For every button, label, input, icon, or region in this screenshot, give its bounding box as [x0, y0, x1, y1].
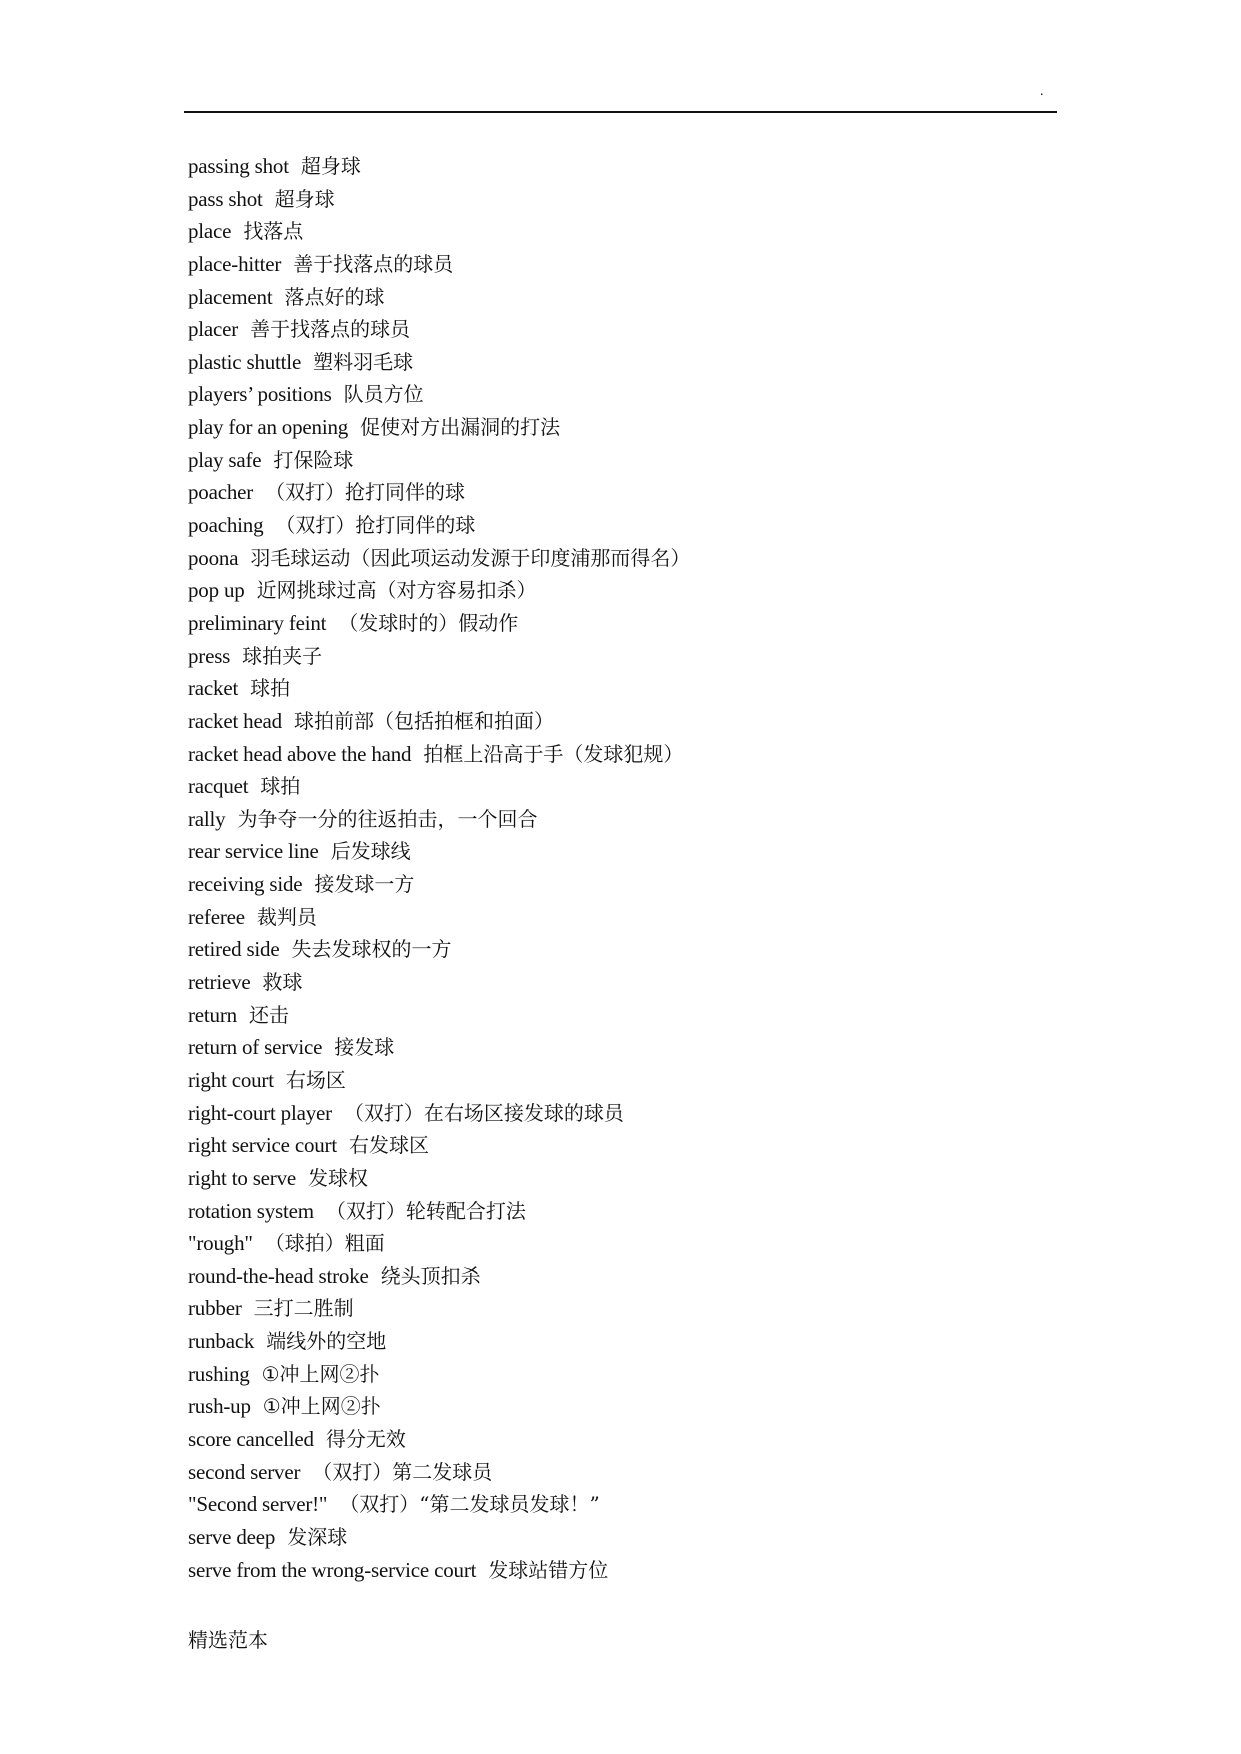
entry-term: play for an opening: [188, 415, 349, 440]
entry-gloss: 为争夺一分的往返拍击，一个回合: [237, 806, 538, 831]
entry-term: place: [188, 219, 232, 244]
entry-term: rubber: [188, 1296, 242, 1321]
glossary-entry: [188, 868, 690, 901]
entry-term: "rough": [188, 1231, 253, 1256]
entry-term: placer: [188, 317, 239, 342]
entry-gloss: 超身球: [274, 186, 335, 211]
glossary-entry: [188, 1064, 690, 1097]
entry-term: return of service: [188, 1035, 323, 1060]
entry-gloss: （双打）在右场区接发球的球员: [343, 1100, 624, 1125]
entry-term: rush-up: [188, 1394, 251, 1419]
entry-term: retrieve: [188, 970, 251, 995]
entry-term: "Second server!": [188, 1492, 328, 1517]
entry-term: right service court: [188, 1133, 337, 1158]
entry-gloss: （球拍）粗面: [264, 1231, 385, 1256]
entry-gloss: 善于找落点的球员: [250, 317, 411, 342]
entry-gloss: 后发球线: [330, 839, 411, 864]
glossary-entry: [188, 1456, 690, 1489]
entry-gloss: 球拍前部（包括拍框和拍面）: [293, 708, 554, 733]
entry-term: right-court player: [188, 1100, 332, 1125]
glossary-entry: [188, 509, 690, 542]
entry-gloss: （双打）第二发球员: [312, 1459, 493, 1484]
glossary-entry: [188, 574, 690, 607]
glossary-entry: [188, 1521, 690, 1554]
glossary-entry: [188, 1358, 690, 1391]
entry-gloss: 发深球: [287, 1524, 348, 1549]
glossary-entry: [188, 705, 690, 738]
glossary-entry: [188, 738, 690, 771]
entry-gloss: 绕头顶扣杀: [380, 1263, 481, 1288]
entry-gloss: 打保险球: [273, 447, 354, 472]
entry-term: round-the-head stroke: [188, 1263, 369, 1288]
glossary-entry: [188, 183, 690, 216]
glossary-entry: [188, 1097, 690, 1130]
header-mark: .: [1040, 84, 1044, 99]
glossary-entry: [188, 640, 690, 673]
entry-gloss: ①冲上网②扑: [262, 1394, 381, 1419]
entry-gloss: 近网挑球过高（对方容易扣杀）: [256, 578, 537, 603]
entry-gloss: 救球: [262, 970, 303, 995]
glossary-entry: [188, 1260, 690, 1293]
entry-gloss: （双打）轮转配合打法: [325, 1198, 526, 1223]
entry-term: passing shot: [188, 154, 289, 178]
entry-term: serve from the wrong-service court: [188, 1557, 477, 1582]
entry-gloss: 球拍夹子: [242, 643, 323, 668]
glossary-list: [188, 150, 690, 1586]
entry-term: racquet: [188, 774, 249, 799]
entry-gloss: （双打）“第二发球员发球！”: [339, 1492, 600, 1517]
entry-term: placement: [188, 284, 273, 309]
entry-gloss: 三打二胜制: [253, 1296, 354, 1321]
glossary-entry: [188, 215, 690, 248]
entry-gloss: 发球站错方位: [488, 1557, 609, 1582]
glossary-entry: [188, 1292, 690, 1325]
glossary-entry: [188, 1390, 690, 1423]
entry-term: preliminary feint: [188, 610, 327, 635]
entry-gloss: 接发球一方: [314, 872, 415, 897]
glossary-entry: [188, 346, 690, 379]
entry-term: play safe: [188, 447, 262, 472]
entry-gloss: 塑料羽毛球: [313, 349, 414, 374]
glossary-entry: [188, 672, 690, 705]
entry-term: racket head above the hand: [188, 741, 412, 766]
entry-gloss: 球拍: [260, 774, 301, 799]
entry-term: place-hitter: [188, 251, 282, 276]
glossary-entry: [188, 542, 690, 575]
entry-term: players’ positions: [188, 382, 332, 407]
header-rule: [184, 111, 1057, 113]
entry-term: return: [188, 1002, 237, 1027]
entry-gloss: ①冲上网②扑: [261, 1361, 380, 1386]
entry-term: rotation system: [188, 1198, 314, 1223]
glossary-entry: [188, 281, 690, 314]
glossary-entry: [188, 1554, 690, 1587]
entry-gloss: 接发球: [334, 1035, 395, 1060]
glossary-entry: [188, 378, 690, 411]
glossary-entry: [188, 1195, 690, 1228]
glossary-entry: [188, 1423, 690, 1456]
entry-gloss: 右发球区: [348, 1133, 429, 1158]
glossary-entry: [188, 313, 690, 346]
entry-gloss: 还击: [248, 1002, 289, 1027]
glossary-entry: [188, 770, 690, 803]
entry-term: poacher: [188, 480, 254, 505]
glossary-entry: [188, 933, 690, 966]
entry-term: score cancelled: [188, 1426, 314, 1451]
glossary-entry: [188, 607, 690, 640]
entry-term: pop up: [188, 578, 245, 603]
entry-gloss: 超身球: [300, 154, 361, 178]
glossary-entry: [188, 476, 690, 509]
glossary-entry: [188, 150, 690, 183]
entry-gloss: 善于找落点的球员: [293, 251, 454, 276]
glossary-entry: [188, 901, 690, 934]
entry-gloss: （双打）抢打同伴的球: [265, 480, 466, 505]
entry-gloss: 找落点: [243, 219, 304, 244]
entry-term: runback: [188, 1329, 255, 1354]
entry-gloss: 裁判员: [256, 904, 317, 929]
entry-gloss: 右场区: [285, 1067, 346, 1092]
glossary-entry: [188, 966, 690, 999]
glossary-entry: [188, 1227, 690, 1260]
glossary-entry: [188, 1325, 690, 1358]
entry-gloss: 队员方位: [343, 382, 424, 407]
entry-term: second server: [188, 1459, 301, 1484]
glossary-entry: [188, 1488, 690, 1521]
entry-gloss: 得分无效: [325, 1426, 406, 1451]
entry-gloss: 失去发球权的一方: [291, 937, 452, 962]
entry-term: receiving side: [188, 872, 303, 897]
entry-gloss: 端线外的空地: [266, 1329, 387, 1354]
glossary-entry: [188, 1031, 690, 1064]
glossary-entry: [188, 1162, 690, 1195]
entry-gloss: 落点好的球: [284, 284, 385, 309]
glossary-entry: [188, 248, 690, 281]
glossary-entry: [188, 803, 690, 836]
entry-gloss: 发球权: [308, 1165, 369, 1190]
entry-term: serve deep: [188, 1524, 276, 1549]
glossary-entry: [188, 411, 690, 444]
entry-term: plastic shuttle: [188, 349, 302, 374]
entry-term: retired side: [188, 937, 280, 962]
entry-term: right to serve: [188, 1165, 297, 1190]
glossary-entry: [188, 999, 690, 1032]
entry-term: right court: [188, 1067, 274, 1092]
entry-term: press: [188, 643, 231, 668]
entry-gloss: （双打）抢打同伴的球: [275, 513, 476, 538]
glossary-entry: [188, 835, 690, 868]
entry-term: poaching: [188, 513, 264, 538]
entry-term: pass shot: [188, 186, 263, 211]
entry-term: rushing: [188, 1361, 250, 1386]
entry-gloss: 促使对方出漏洞的打法: [360, 415, 561, 440]
entry-term: racket: [188, 676, 239, 701]
entry-gloss: 球拍: [250, 676, 291, 701]
glossary-entry: [188, 444, 690, 477]
entry-term: rear service line: [188, 839, 319, 864]
footer-text: 精选范本: [188, 1628, 268, 1652]
entry-gloss: （发球时的）假动作: [338, 610, 519, 635]
glossary-entry: [188, 1129, 690, 1162]
entry-gloss: 羽毛球运动（因此项运动发源于印度浦那而得名）: [250, 545, 691, 570]
entry-term: poona: [188, 545, 239, 570]
entry-gloss: 拍框上沿高于手（发球犯规）: [423, 741, 684, 766]
entry-term: racket head: [188, 708, 282, 733]
entry-term: rally: [188, 806, 226, 831]
entry-term: referee: [188, 904, 245, 929]
